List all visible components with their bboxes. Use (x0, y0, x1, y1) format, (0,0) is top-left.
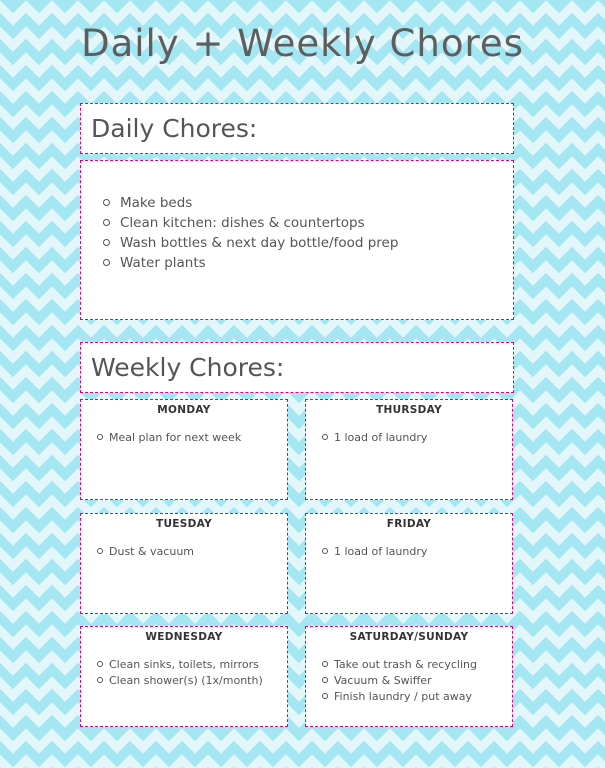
bullet-icon (103, 259, 110, 266)
day-chore-list (306, 643, 512, 705)
list-item: Dust & vacuum (97, 544, 287, 560)
page-title: Daily + Weekly Chores (81, 22, 524, 65)
day-box-monday (80, 399, 288, 500)
bullet-icon (322, 677, 328, 683)
bullet-icon (322, 661, 328, 667)
day-box-wednesday (80, 626, 288, 727)
list-item: Clean sinks, toilets, mirrors (97, 657, 287, 673)
day-chore-list (81, 643, 287, 689)
list-item: Meal plan for next week (97, 430, 287, 446)
bullet-icon (103, 219, 110, 226)
day-title: THURSDAY (376, 404, 442, 416)
bullet-icon (97, 661, 103, 667)
daily-heading: Daily Chores: (91, 114, 258, 143)
day-title: WEDNESDAY (145, 631, 223, 643)
day-box-tuesday (80, 513, 288, 614)
day-chore-list (306, 530, 512, 560)
daily-chores-box (80, 160, 514, 320)
day-title: MONDAY (157, 404, 211, 416)
bullet-icon (322, 693, 328, 699)
daily-heading-box (80, 103, 514, 154)
list-item: Water plants (103, 253, 513, 273)
day-box-weekend (305, 626, 513, 727)
daily-chores-list (81, 161, 513, 273)
bullet-icon (97, 677, 103, 683)
bullet-icon (322, 434, 328, 440)
list-item: Clean shower(s) (1x/month) (97, 673, 287, 689)
bullet-icon (103, 239, 110, 246)
day-title: SATURDAY/SUNDAY (349, 631, 469, 643)
list-item: Vacuum & Swiffer (322, 673, 512, 689)
weekly-heading: Weekly Chores: (91, 353, 285, 382)
list-item: Make beds (103, 193, 513, 213)
list-item: 1 load of laundry (322, 544, 512, 560)
day-title: TUESDAY (156, 518, 212, 530)
day-title: FRIDAY (386, 518, 432, 530)
day-chore-list (81, 416, 287, 446)
list-item: Clean kitchen: dishes & countertops (103, 213, 513, 233)
bullet-icon (322, 548, 328, 554)
day-chore-list (306, 416, 512, 446)
list-item: 1 load of laundry (322, 430, 512, 446)
bullet-icon (103, 199, 110, 206)
day-box-thursday (305, 399, 513, 500)
list-item: Take out trash & recycling (322, 657, 512, 673)
bullet-icon (97, 548, 103, 554)
bullet-icon (97, 434, 103, 440)
list-item: Wash bottles & next day bottle/food prep (103, 233, 513, 253)
list-item: Finish laundry / put away (322, 689, 512, 705)
day-chore-list (81, 530, 287, 560)
day-box-friday (305, 513, 513, 614)
weekly-heading-box (80, 342, 514, 393)
